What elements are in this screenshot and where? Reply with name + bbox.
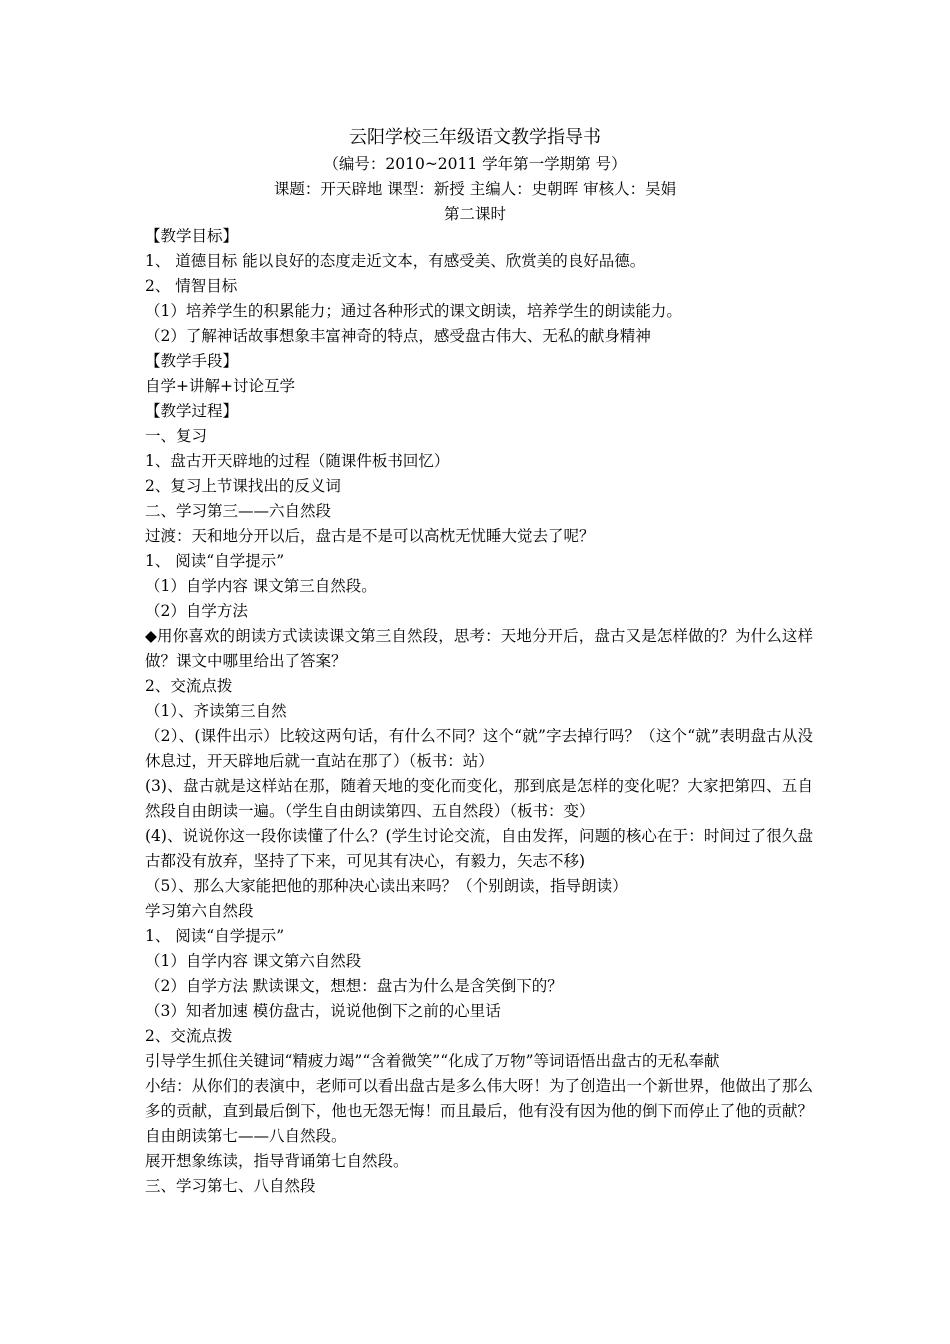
body-paragraph: (3)、盘古就是这样站在那，随着天地的变化而变化，那到底是怎样的变化呢？大家把第四、五自然段自由朗读一遍。（学生自由朗读第四、五自然段）（板书：变） (145, 777, 813, 820)
lesson-label: 第二课时 (443, 205, 506, 223)
body-line: 2、交流点拨 (145, 677, 233, 695)
course-info: 课题：开天辟地 课型：新授 主编人：史朝晖 审核人：吴娟 (273, 180, 677, 198)
body-line: （1）自学内容 课文第三自然段。 (145, 577, 377, 595)
body-paragraph: 引导学生抓住关键词“精疲力竭”“含着微笑”“化成了万物”等词语悟出盘古的无私奉献 (145, 1052, 720, 1070)
body-line: 自学+讲解+讨论互学 (145, 377, 295, 395)
body-line: 一、复习 (145, 427, 208, 445)
body-line: （5）、那么大家能把他的那种决心读出来吗？（个别朗读，指导朗读） (145, 877, 628, 895)
body-line: 1、 阅读“自学提示” (145, 927, 285, 945)
document-header (0, 124, 950, 227)
section-heading-goals: 【教学目标】 (145, 227, 239, 245)
body-line: 学习第六自然段 (145, 902, 254, 920)
body-line: （3）知者加速 模仿盘古，说说他倒下之前的心里话 (145, 1002, 501, 1020)
document-number: （编号：2010~2011 学年第一学期第 号） (323, 155, 627, 173)
body-paragraph: ◆用你喜欢的朗读方式读读课文第三自然段，思考：天地分开后，盘古又是怎样做的？为什么这样做？课文中哪里给出了答案？ (145, 627, 813, 670)
document-body (145, 224, 813, 1199)
body-line: 1、 阅读“自学提示” (145, 552, 285, 570)
body-line: 过渡：天和地分开以后，盘古是不是可以高枕无忧睡大觉去了呢？ (145, 527, 595, 545)
body-line: 2、复习上节课找出的反义词 (145, 477, 341, 495)
body-line: （2）了解神话故事想象丰富神奇的特点，感受盘古伟大、无私的献身精神 (145, 327, 651, 345)
body-paragraph: 小结：从你们的表演中，老师可以看出盘古是多么伟大呀！为了创造出一个新世界，他做出了那么多的贡献，直到最后倒下，他也无怨无悔！而且最后，他有没有因为他的倒下而停止了他的贡献？自由朗读第七——八自然段。 (145, 1077, 813, 1145)
body-line: 2、 情智目标 (145, 277, 238, 295)
body-line: （2）自学方法 (145, 602, 248, 620)
section-heading-means: 【教学手段】 (145, 352, 239, 370)
body-line: 三、学习第七、八自然段 (145, 1177, 316, 1195)
body-paragraph: (4)、说说你这一段你读懂了什么？(学生讨论交流，自由发挥，问题的核心在于：时间过了很久盘古都没有放弃，坚持了下来，可见其有决心，有毅力，矢志不移) (145, 827, 813, 870)
body-line: （1）、齐读第三自然 (145, 702, 287, 720)
body-line: 1、 道德目标 能以良好的态度走近文本，有感受美、欣赏美的良好品德。 (145, 252, 646, 270)
body-line: （1）自学内容 课文第六自然段 (145, 952, 362, 970)
body-paragraph: （2）、(课件出示）比较这两句话，有什么不同？这个“就”字去掉行吗？（这个“就”表明盘古从没休息过，开天辟地后就一直站在那了）（板书：站） (145, 727, 813, 770)
section-heading-process: 【教学过程】 (145, 402, 239, 420)
body-line: 展开想象练读，指导背诵第七自然段。 (145, 1152, 409, 1170)
body-line: （2）自学方法 默读课文，想想：盘古为什么是含笑倒下的？ (145, 977, 563, 995)
body-line: 2、交流点拨 (145, 1027, 233, 1045)
body-line: 二、学习第三——六自然段 (145, 502, 332, 520)
body-line: 1、盘古开天辟地的过程（随课件板书回忆） (145, 452, 450, 470)
document-title: 云阳学校三年级语文教学指导书 (349, 127, 601, 148)
body-line: （1）培养学生的积累能力；通过各种形式的课文朗读，培养学生的朗读能力。 (145, 302, 682, 320)
